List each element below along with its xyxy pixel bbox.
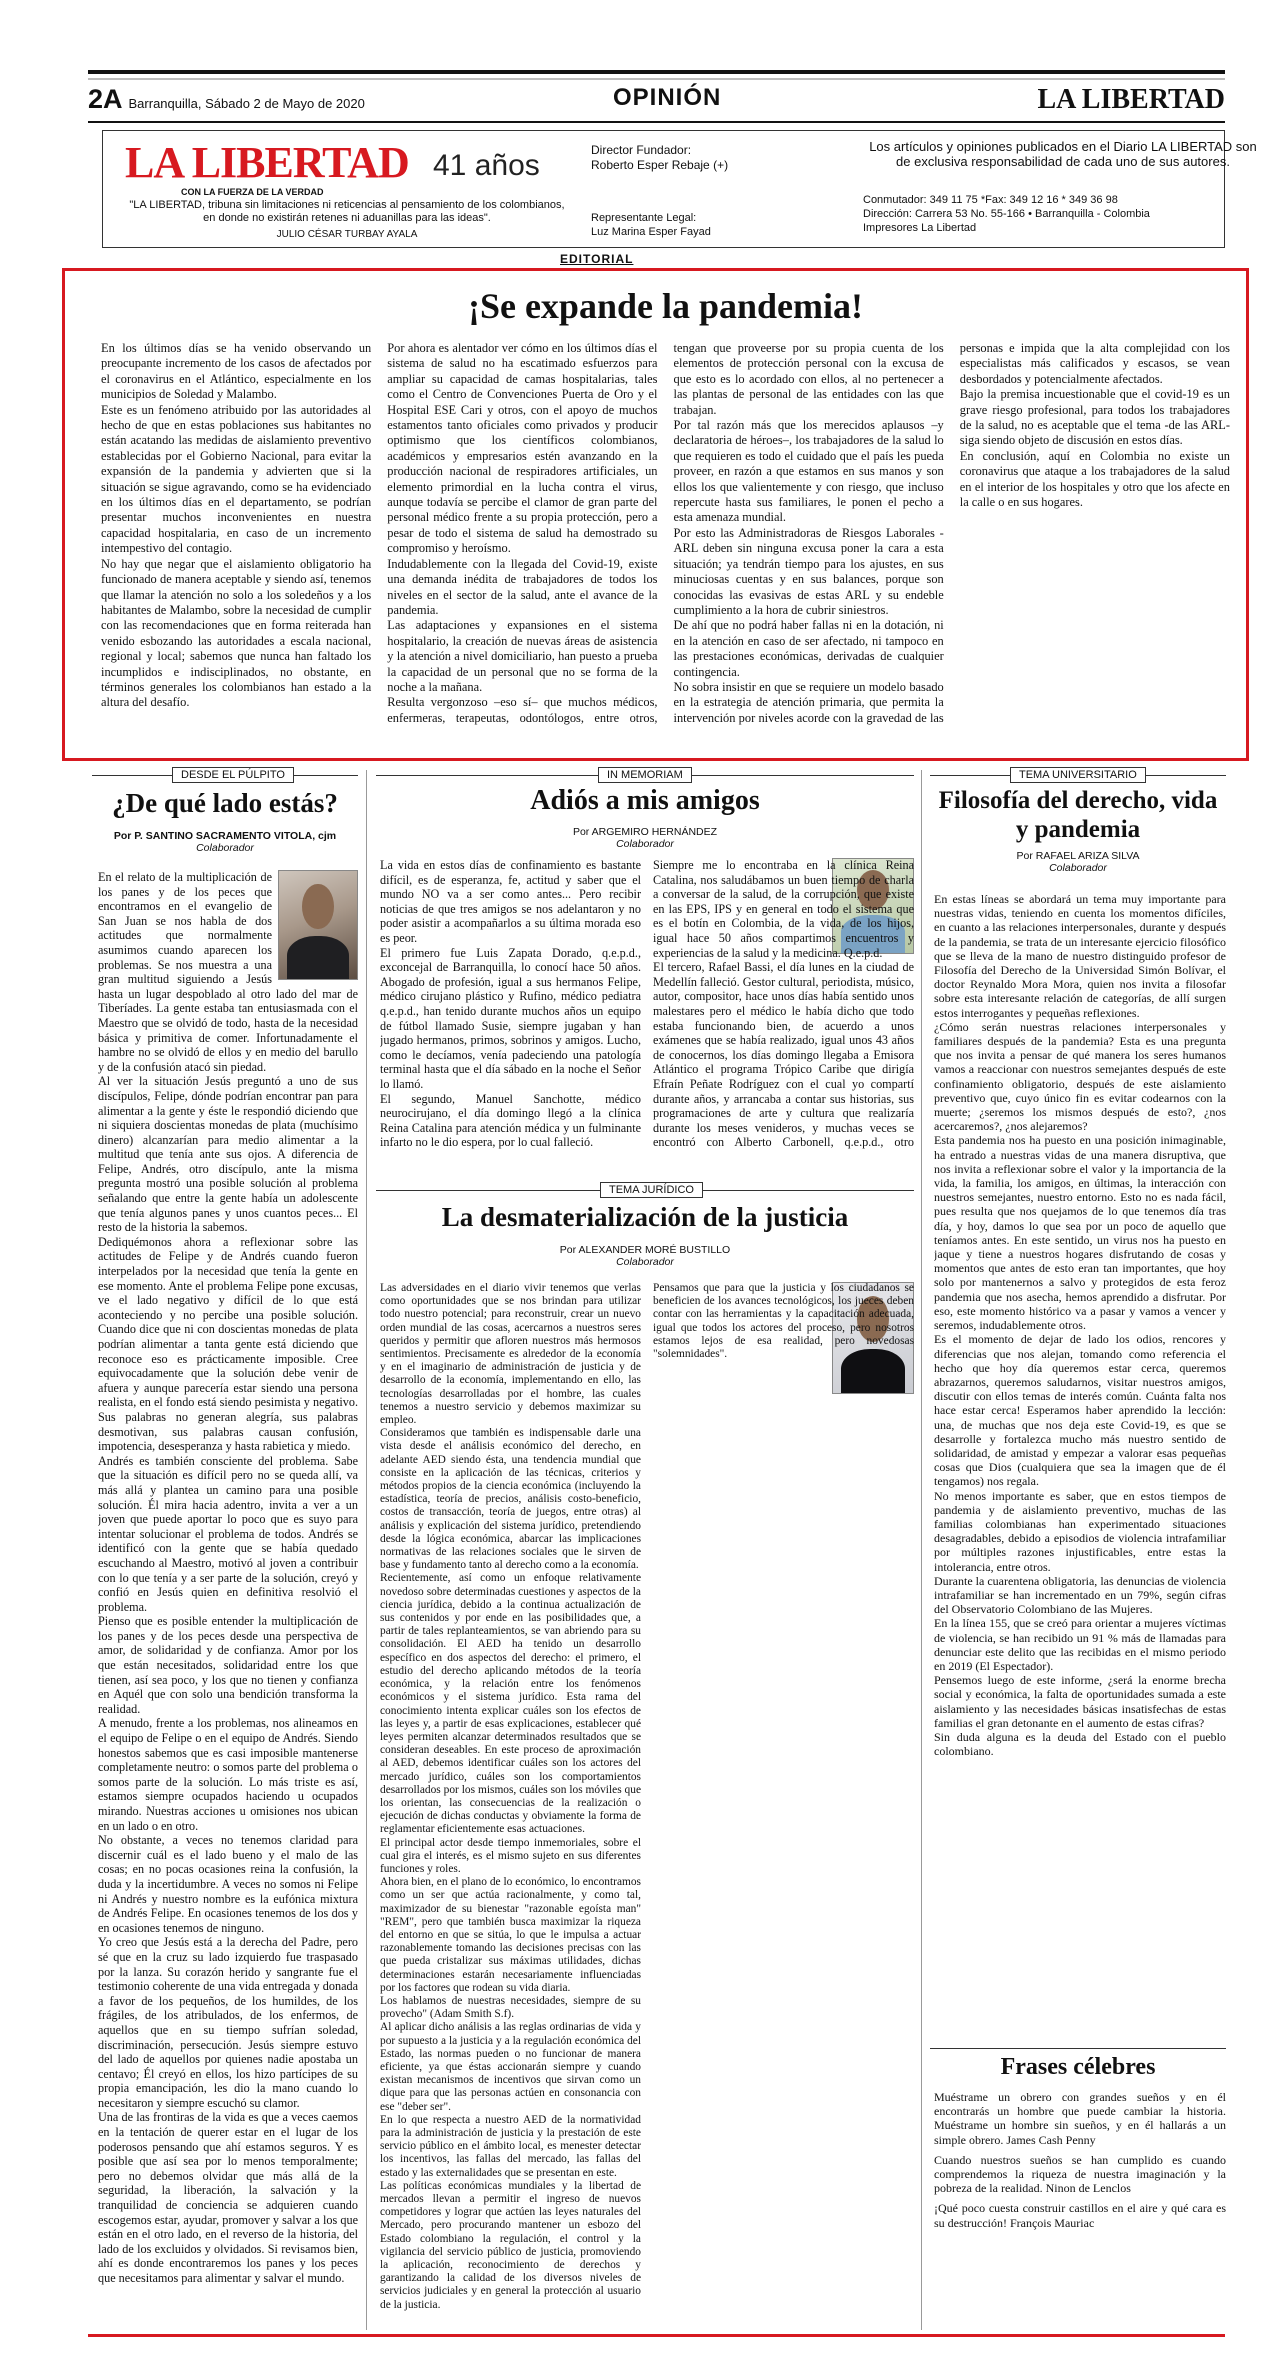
juridico-paragraph: En lo que respecta a nuestro AED de la normatividad para la administración de justicia y la prestación de este servicio público en el ámbito local, es menester detectar los incentivos, las fallas del mercado, las fallas del estado y las externalidades que se presentan en este.	[380, 2113, 641, 2179]
editorial-paragraph: Resulta vergonzoso –eso sí– que muchos médicos, enfermeras, terapeutas, odontólogos, entre otros, tengan que proveerse por su propia cuenta de los elementos de protección personal con la excusa de que esto es lo acordado con ellos, al no pertenecer a las plantas de personal de las entidades con las que trabajan.	[387, 341, 944, 725]
universitario-paragraph: No menos importante es saber, que en estos tiempos de pandemia y de aislamiento preventivo, muchas de las familias colombianas han experimentado situaciones desagradables, debido a episodios de violencia intrafamiliar por múltiples razones injustificables, entre estas la intolerancia, entre otros.	[934, 1488, 1226, 1574]
universitario-paragraph: Durante la cuarentena obligatoria, las denuncias de violencia intrafamiliar se han incrementado en un 79%, según cifras del Observatorio Colombiano de las Mujeres.	[934, 1573, 1226, 1617]
memoriam-tag: IN MEMORIAM	[598, 767, 692, 783]
universitario-paragraph: Sin duda alguna es la deuda del Estado con el pueblo colombiano.	[934, 1729, 1226, 1759]
juridico-paragraph: Consideramos que también es indispensable darle una vista desde el análisis económico del derecho, en adelante AED siendo ésta, una tendencia mundial que consiste en la aplicación de las técnicas, criterios y métodos propios de la ciencia económica (incluyendo la estadística, teoría de precios, análisis costo-beneficio, costos de transacción, teoría de juegos, entre otras) al análisis y explicación del sistema jurídico, pretendiendo desde la lógica económica, abarcar las implicaciones normativas de las relaciones sociales que le sirven de base y fundamento tanto al derecho como a la economía.	[380, 1427, 641, 1572]
juridico-paragraph: Pensamos que para que la justicia y los ciudadanos se beneficien de los avances tecnológicos, los jueces deben contar con las herramientas y la capacitación adecuada, igual que todos los actores del proceso, pero nosotros estamos lejos de esa realidad, pero novedosas "solemnidades".	[653, 1282, 914, 1361]
director-label: Director Fundador:	[591, 143, 692, 157]
juridico-byline	[376, 1244, 914, 1268]
pulpito-tag: DESDE EL PÚLPITO	[172, 767, 294, 783]
masthead	[102, 130, 1257, 248]
section-name: OPINIÓN	[613, 84, 722, 111]
top-rule	[88, 70, 1225, 74]
editorial-title: ¡Se expande la pandemia!	[467, 286, 864, 326]
frase-item: Muéstrame un obrero con grandes sueños y en él encontrarás un hombre que puede cambiar la historia. Muéstrame un hombre sin sueños, y en él hallarás a un simple obrero. James Cash Penny	[934, 2090, 1226, 2147]
frases-rule	[930, 2048, 1226, 2049]
folio-date: Barranquilla, Sábado 2 de Mayo de 2020	[128, 96, 365, 111]
frase-item: ¡Qué poco cuesta construir castillos en el aire y qué cara es su destrucción! François Mauriac	[934, 2201, 1226, 2230]
memoriam-author: Por ARGEMIRO HERNÁNDEZ	[572, 826, 718, 838]
editorial-paragraph: En conclusión, aquí en Colombia no existe un coronavirus que ataque a los trabajadores de la salud en el interior de los hospitales y otro que los afecte en la calle o en sus hogares.	[959, 448, 1230, 510]
paper-name: LA LIBERTAD	[1037, 84, 1225, 115]
masthead-tagline: CON LA FUERZA DE LA VERDAD	[181, 187, 324, 197]
memoriam-paragraph: El tercero, Rafael Bassi, el día lunes en la ciudad de Medellín falleció. Gestor cultural, periodista, músico, autor, compositor, hace unos días había sentido unos malestares pero el médico le había dicho que todo estaba funcionando bien, de acuerdo a unos exámenes que se había realizado, igual unos 43 años de conocernos, los días domingo llegaba a Emisora Atlántico el programa Trópico Caribe que dirigía Efraín Peñate Rodríguez con el cual yo compartí durante años, y arrancaba a contar sus historias, sus programaciones de arte y cultura que realizaría durante los meses venideros, y muchas veces se encontró con Alberto Carbonell, q.e.p.d., otro	[653, 960, 914, 1150]
phones: Conmutador: 349 11 75 *Fax: 349 12 16 * 349 36 98	[863, 194, 1118, 206]
universitario-byline	[930, 850, 1226, 874]
responsibility-notice: Los artículos y opiniones publicados en el Diario LA LIBERTAD son de exclusiva responsabilidad de cada uno de sus autores.	[869, 139, 1257, 169]
juridico-paragraph: Al aplicar dicho análisis a las reglas ordinarias de vida y por supuesto a la justicia y a la regulación económica del Estado, las normas pueden o no funcionar de manera eficiente, ya que éstas accionarán siempre y cuando existan mecanismos de incentivos que sirvan como un dique para que las personas actúen en consonancia con ese "deber ser".	[380, 2021, 641, 2113]
column-divider	[366, 770, 367, 2330]
pulpito-body	[98, 870, 358, 2330]
anniversary-years: 41 años	[433, 149, 540, 182]
bottom-rule	[88, 2334, 1225, 2337]
universitario-role: Colaborador	[1049, 862, 1107, 874]
universitario-tag: TEMA UNIVERSITARIO	[1010, 767, 1146, 783]
editorial-paragraph: No sobra insistir en que se requiere un modelo basado en la estrategia de atención primaria, que permita la intervención por niveles acorde con la gravedad de las personas e impida que la alta complejidad con los especialistas más calificados y escasos, se vean desbordados y potencialmente afectados.	[673, 341, 1230, 725]
universitario-paragraph: ¿Cómo serán nuestras relaciones interpersonales y familiares después de la pandemia? Esta es una pregunta que nos invita a pensar de qué manera los seres humanos vamos a reaccionar con nuestros semejantes después de este confinamiento obligatorio, después de este aislamiento preventivo que, cuyo único fin es evitar codearnos con la muerte; ¿seremos los mismos después de esto?, ¿nos acercaremos?, ¿nos alejaremos?	[934, 1019, 1226, 1134]
juridico-paragraph: Ahora bien, en el plano de lo económico, lo encontramos como un ser que actúa racionalmente, y como tal, maximizador de su bienestar "razonable egoísta man" "REM", pero que también busca maximizar la riqueza del entorno en que se sitúa, lo que le impulsa a actuar razonablemente tomando las decisiones precisas con las que pueda cristalizar sus máximas utilidades, dichas determinaciones estarán necesariamente influenciadas por los factores que rodean su vida diaria.	[380, 1876, 641, 1994]
universitario-author: Por RAFAEL ARIZA SILVA	[1016, 850, 1140, 862]
pulpito-byline	[92, 830, 358, 854]
juridico-paragraph: Las adversidades en el diario vivir tenemos que verlas como oportunidades que se nos brindan para utilizar todo nuestro potencial; para reconstruir, crear un nuevo orden mundial de las cosas, acercarnos a nuestros seres queridos y permitir que afloren nuestros más hermosos sentimientos. Precisamente es alrededor de la economía y en el imaginario de administración de justicia y de desarrollo de la economía, implementando en ello, las tecnologías desarrolladas por el hombre, las cuales tenemos a nuestro servicio y debemos maximizar su empleo.	[380, 1282, 641, 1427]
universitario-paragraph: Pensemos luego de este informe, ¿será la enorme brecha social y económica, la falta de oportunidades sumada a este aislamiento y las necesidades básicas insatisfechas de estas familias el gran detonante en el aumento de estas cifras?	[934, 1673, 1226, 1730]
universitario-paragraph: Es el momento de dejar de lado los odios, rencores y diferencias que nos alejan, tomando como referencia el hecho que hoy día queremos estar cerca, queremos abrazarnos, queremos saludarnos, visitar nuestros amigos, discutir con ellos temas de interés común. Cuánta falta nos hace estar cerca! Esperamos haber aprendido la lección: una, de muchas que nos deja este Covid-19, es que se desarrolle y fortalezca mucho más nuestro sentido de solidaridad, de amistad y empezar a valorar esas pequeñas cosas que Dios (cualquiera que sea la imagen que de él tengamos) nos regala.	[934, 1332, 1226, 1489]
printer: Impresores La Libertad	[863, 222, 977, 234]
juridico-role: Colaborador	[616, 1256, 674, 1268]
pulpito-author: Por P. SANTINO SACRAMENTO VITOLA, cjm	[113, 830, 337, 842]
juridico-paragraph: El principal actor desde tiempo inmemoriales, sobre el cual gira el interés, es el mismo sujeto en sus diferentes funciones y roles.	[380, 1836, 641, 1875]
juridico-title: La desmaterialización de la justicia	[441, 1202, 849, 1232]
masthead-quote-author: JULIO CÉSAR TURBAY AYALA	[276, 229, 418, 240]
universitario-body	[934, 892, 1226, 2042]
pulpito-paragraph: En el relato de la multiplicación de los panes y de los peces que encontramos en el evangelio de San Juan se nos habla de dos actitudes que normalmente asumimos cuando aparecen los problemas. Se nos muestra a una gran multitud siguiendo a Jesús hasta un lugar despoblado al otro lado del mar de Tiberíades. La gente estaba tan entusiasmada con el Maestro que se olvidó de todo, hasta de la necesidad básica y primitiva de comer. Infortunadamente el hambre no se olvidó de ellos y en medio del barullo y de la confusión atacó sin piedad.	[98, 870, 358, 1074]
editorial-label: EDITORIAL	[560, 252, 634, 266]
pulpito-paragraph: Yo creo que Jesús está a la derecha del Padre, pero sé que en la cruz su lado izquierdo fue traspasado por la lanza. Su corazón herido y sangrante fue el testimonio coherente de una vida entregada y donada a favor de los pequeños, de los humildes, de los frágiles, de los atribulados, de los enfermos, de aquellos que en su tiempo sufrían soledad, discriminación, persecución. Jesús siempre estuvo del lado de aquellos por quienes nadie apostaba un centavo; Él creyó en ellos, los hizo partícipes de su propia emancipación, les dio la mano cuando lo necesitaron y siempre escuchó su clamor.	[98, 1935, 358, 2110]
contact-block	[863, 193, 1263, 235]
pulpito-paragraph: Dediquémonos ahora a reflexionar sobre las actitudes de Felipe y de Andrés cuando fueron interpelados por la necesidad que tenía la gente en ese momento. Ante el problema Felipe pone excusas, ve el lado negativo y difícil de lo que está aconteciendo y no percibe una posible solución. Cuando dice que ni con doscientas monedas de plata podrían alimentar a tanta gente está diciendo que reconoce eso es prácticamente imposible. Cree equivocadamente que la solución debe venir de afuera y aunque parecería estar siendo una persona realista, en el fondo está siendo pesimista y negativo. Sus palabras no generan alegría, sus palabras desmotivan, sus palabras causan confusión, impotencia, desesperanza y hasta rabietica y miedo.	[98, 1234, 358, 1454]
legal-rep-block	[591, 211, 711, 239]
universitario-paragraph: En estas líneas se abordará un tema muy importante para nuestras vidas, teniendo en cuenta los momentos difíciles, en cuanto a las relaciones interpersonales, durante y después de la pandemia, se trata de un interesante ejercicio filosófico que se lleva de la mano de nuestro distinguido profesor de Filosofía del Derecho de la Universidad Simón Bolívar, el doctor Reynaldo Mora Mora, quien nos invita a filosofar sobre esta interesante relación de categorías, de allí surgen estos interrogantes y pequeñas reflexiones.	[934, 892, 1226, 1020]
frases-body	[934, 2090, 1226, 2330]
frases-title: Frases célebres	[1000, 2054, 1156, 2080]
universitario-paragraph: Esta pandemia nos ha puesto en una posición inimaginable, ha entrado a nuestras vidas de una manera disruptiva, que nos invita a reflexionar sobre el valor y la importancia de la vida, la familia, los amigos, en últimas, la interacción con nuestros semejantes, nuestro entorno. Esto no es nada fácil, pues resulta que nos quejamos de lo que tenemos día tras día, y hoy, damos lo que sea por un poco de aquello que teníamos antes. En este sentido, un virus nos ha puesto en jaque y tiene a nuestros hogares disfrutando de cosas y momentos que antes de esto eran tan importantes, que hoy solo por mantenernos a salvo y protegidos de esta feroz pandemia que nos asecha, hemos aprendido a disfrutar. Por eso, este momento histórico va a pasar y vamos a vencer y seremos, indudablemente otros.	[934, 1133, 1226, 1333]
editorial-paragraph: En los últimos días se ha venido observando un preocupante incremento de los casos de afectados por el coronavirus en el Atlántico, especialmente en los municipios de Soledad y Malambo.	[101, 341, 372, 402]
address: Dirección: Carrera 53 No. 55-166 • Barranquilla - Colombia	[863, 208, 1150, 220]
juridico-body	[380, 1282, 914, 2327]
pulpito-paragraph: A menudo, frente a los problemas, nos alineamos en el equipo de Felipe o en el equipo de Andrés. Siendo honestos sabemos que es casi imposible mantenerse completamente neutro: o somos parte del problema o somos parte de la solución. Lo más triste es así, estamos siempre ocupados haciendo u ocupados mirando. Nuestras acciones u omisiones nos ubican en un lado o en otro.	[98, 1716, 358, 1833]
folio-rule	[88, 121, 1225, 123]
pulpito-paragraph: Pienso que es posible entender la multiplicación de los panes y de los peces desde una perspectiva de amor, de solidaridad y de confianza. Amor por los que están necesitados, solidaridad entre los que tienen, así sea poco, y los que no tienen y confianza en Aquél que con solo una bendición transforma la realidad.	[98, 1614, 358, 1716]
column-divider	[921, 770, 922, 2330]
pulpito-role: Colaborador	[196, 842, 254, 854]
director-block	[591, 143, 728, 173]
pulpito-paragraph: Andrés es también consciente del problema. Sabe que la situación es difícil pero no se queda allí, va más allá y plantea un camino para una posible solución. Él mira hacia adentro, invita a ver a un joven que puede aportar lo poco que es suyo para intentar solucionar el problema de todos. Andrés se identificó con la gente que se había quedado escuchando al Maestro, motivó al joven a contribuir con lo que tenía y a ser parte de la solución, creyó y confió en Jesús quien en definitiva resolvió el problema.	[98, 1453, 358, 1614]
memoriam-paragraph: Siempre me lo encontraba en la clínica Reina Catalina, nos saludábamos un buen tiempo de charla a conversar de la salud, de la corrupción, que existe en las EPS, IPS y en general en todo el sistema que es el botín en Colombia, de la vida, de los hijos, igual hace 50 años compartimos encuentros y experiencias de la salud y la medicina. Q.e.p.d.	[653, 858, 914, 960]
juridico-author: Por ALEXANDER MORÉ BUSTILLO	[559, 1244, 731, 1256]
memoriam-title: Adiós a mis amigos	[530, 785, 760, 816]
pulpito-title: ¿De qué lado estás?	[112, 788, 338, 818]
juridico-paragraph: Los hablamos de nuestras necesidades, siempre de su provecho" (Adam Smith S.f).	[380, 1994, 641, 2021]
universitario-title: Filosofía del derecho, vida y pandemia	[938, 787, 1218, 843]
pulpito-paragraph: No obstante, a veces no tenemos claridad para discernir cuál es el lado bueno y el malo de las cosas; en no pocas ocasiones reina la confusión, la duda y la incertidumbre. A veces no somos ni Felipe ni Andrés y nuestro nombre es la eufónica mixtura de Andrés Felipe. En ocasiones tenemos de los dos y en ocasiones tenemos de ninguno.	[98, 1833, 358, 1935]
juridico-paragraph: Recientemente, así como un enfoque relativamente novedoso sobre determinadas cuestiones y aspectos de la ciencia jurídica, debido a la continua actualización de sus contenidos y por ende en las posibilidades que, a partir de tales replanteamientos, se van abriendo para su consolidación. El AED ha tenido un desarrollo específico en dos aspectos del derecho: el primero, el estudio del derecho aplicando métodos de la teoría económica, y la relación entre los fenómenos económicos y el sistema jurídico. Esta rama del conocimiento intenta explicar cuáles son los efectos de las leyes y, a partir de esas explicaciones, establecer qué leyes permiten alcanzar determinados resultados que se consideran deseables. En este proceso de aproximación al AED, debemos identificar cuáles son los actores del mercado jurídico, cuáles son los comportamientos desarrollados por los mismos, cuáles son los móviles que los orientan, las consecuencias de la realización o ejecución de dichas conductas y obviamente la forma de reglamentar eficientemente esas actuaciones.	[380, 1572, 641, 1836]
page-number: 2A	[88, 84, 123, 114]
universitario-paragraph: En la línea 155, que se creó para orientar a mujeres víctimas de violencia, se han recibido un 91 % más de llamadas para denunciar este delito que las recibidas en el mismo periodo en 2019 (El Espectador).	[934, 1616, 1226, 1673]
pulpito-paragraph: Una de las frontiras de la vida es que a veces caemos en la tentación de querer estar en el lugar de los poderosos pensando que ahí estamos seguros. Y es posible que así sea por lo menos temporalmente; pero no debemos olvidar que más allá de la seguridad, la liberación, la salvación y la tranquilidad de conciencia se adquieren cuando escogemos estar, ayudar, promover y salvar a los que están en el otro lado, en el reverso de la historia, del lado de los excluidos y olvidados. Si revisamos bien, ahí es donde encontraremos los panes y los peces que necesitamos para alimentar y salvar el mundo.	[98, 2110, 358, 2285]
masthead-quote: "LA LIBERTAD, tribuna sin limitaciones ni reticencias al pensamiento de los colombianos, en donde no existirán retenes ni aduanillas para las ideas".	[129, 199, 565, 224]
memoriam-role: Colaborador	[616, 838, 674, 850]
editorial-paragraph: Las adaptaciones y expansiones en el sistema hospitalario, la creación de nuevas áreas de asistencia y la atención a nivel domiciliario, han puesto a prueba la capacidad de un personal que no se forma de la noche a la mañana.	[387, 618, 658, 694]
top-rule-secondary	[88, 78, 1225, 80]
editorial-box	[62, 268, 1249, 761]
legal-rep-label: Representante Legal:	[591, 212, 697, 224]
frase-item: Cuando nuestros sueños se han cumplido es cuando comprendemos la riqueza de nuestra imaginación y la pobreza de la realidad. Ninon de Lenclos	[934, 2152, 1226, 2196]
folio-line	[88, 84, 1225, 118]
editorial-paragraph: Este es un fenómeno atribuido por las autoridades al hecho de que en estas poblaciones sus habitantes no están acatando las medidas de aislamiento preventivo establecidas por el Gobierno Nacional, para evitar la expansión de la pandemia y advierten que si la situación se sigue agravando, como se ha evidenciado en los últimos días en el departamento, se podrían presentar muchos inconvenientes en nuestra capacidad hospitalaria, en caso de un incremento intempestivo del contagio.	[101, 402, 372, 556]
editorial-paragraph: No hay que negar que el aislamiento obligatorio ha funcionado de manera aceptable y siendo así, tenemos que llamar la atención no solo a los soledeños y a los habitantes de Malambo, sobre la necesidad de cumplir con las recomendaciones que en forma reiterada han venido esbozando las autoridades a escala nacional, regional y local; sabemos que nunca han faltado los incumplidos e indisciplinados, no obstante, en términos generales los colombianos han estado a la altura del desafío.	[101, 556, 372, 710]
memoriam-body	[380, 858, 914, 1178]
editorial-paragraph: Por esto las Administradoras de Riesgos Laborales - ARL deben sin ninguna excusa poner la cara a esta situación; ya tendrán tiempo para los ajustes, en sus minuciosas cuentas y en sus balances, porque son conocidas las evasivas de estas ARL y su endeble cumplimiento a la hora de cubrir siniestros.	[673, 525, 944, 617]
juridico-paragraph: Las políticas económicas mundiales y la libertad de mercados llevan a permitir el ingreso de nuevos competidores y lograr que actúen las leyes naturales del Mercado, pero procurando mantener un esbozo del Estado colombiano la regulación, el control y la vigilancia del servicio público de justicia, promoviendo la aplicación, reconocimiento de derechos y garantizando la calidad de los diversos niveles de servicios judiciales y en general la protección al usuario de la justicia.	[380, 2179, 641, 2311]
legal-rep-name: Luz Marina Esper Fayad	[591, 226, 711, 238]
juridico-tag: TEMA JURÍDICO	[600, 1182, 703, 1198]
masthead-logo: LA LIBERTAD	[125, 138, 409, 187]
editorial-paragraph: Por tal razón más que los merecidos aplausos –y declaratoria de héroes–, los trabajadores de la salud lo que requieren es todo el cuidado que el país les pueda proveer, en razón a que estamos en sus manos y son ellos los que valientemente y con riesgo, que incluso repercute hasta sus familiares, le ponen el pecho a esta amenaza mundial.	[673, 418, 944, 525]
memoriam-paragraph: El segundo, Manuel Sanchotte, médico neurocirujano, el día domingo llegó a la clínica Reina Catalina para atención médica y un fulminante infarto no le dio espera, por lo cual falleció.	[380, 1091, 641, 1150]
editorial-paragraph: Por ahora es alentador ver cómo en los últimos días el sistema de salud no ha escatimado esfuerzos para ampliar su capacidad de camas hospitalarias, tales como el Centro de Convenciones Puerta de Oro y el Hospital ESE Cari y otros, con el apoyo de muchos estamentos tanto oficiales como privados y producir optimismo que los científicos colombianos, académicos y empresarios estén avanzando en la producción nacional de respiradores artificiales, un elemento primordial en la lucha contra el virus, aunque todavía se percibe el clamor de gran parte del personal médico frente a su propia protección, pero a pesar de todo el sistema de salud ha demostrado su compromiso y heroísmo.	[387, 341, 658, 556]
editorial-paragraph: Bajo la premisa incuestionable que el covid-19 es un grave riesgo profesional, para todos los trabajadores de la salud, no es aceptable que el tema -de las ARL- siga siendo objeto de discusión en estos días.	[959, 387, 1230, 448]
memoriam-paragraph: El primero fue Luis Zapata Dorado, q.e.p.d., exconcejal de Barranquilla, lo conocí hace 50 años. Abogado de profesión, igual a sus hermanos Felipe, médico cirujano plástico y Rufino, médico pediatra q.e.p.d., han tenido durante muchos años un equipo de fútbol llamado Susie, siempre jugaban y han jugado hermanos, primos, sobrinos y amigos. Lucho, como le decíamos, venía padeciendo una patología terminal hasta que el día sábado en la noche el Señor lo llamó.	[380, 945, 641, 1091]
pulpito-paragraph: Al ver la situación Jesús preguntó a uno de sus discípulos, Felipe, dónde podrían encontrar pan para alimentar a la gente y éste le respondió diciendo que ni siquiera doscientas monedas de plata (muchísimo dinero) alcanzarían para medio alimentar a la multitud que tenía ante sus ojos. A diferencia de Felipe, Andrés, otro discípulo, ante la misma pregunta mostró una posible solución al problema señalando que entre la gente había un adolescente que tenía algunos panes y unos cuantos peces... El resto de la historia la sabemos.	[98, 1074, 358, 1235]
director-name: Roberto Esper Rebaje (+)	[591, 158, 729, 172]
memoriam-paragraph: La vida en estos días de confinamiento es bastante difícil, es de esperanza, fe, actitud y saber que el mundo NO va a ser como antes... Pero recibir noticias de que tres amigos se nos adelantaron y no poder asistir a acompañarlos a su última morada eso es peor.	[380, 858, 641, 945]
editorial-paragraph: Indudablemente con la llegada del Covid-19, existe una demanda inédita de trabajadores de todos los niveles en el sector de la salud, ante el avance de la pandemia.	[387, 556, 658, 617]
editorial-paragraph: De ahí que no podrá haber fallas ni en la dotación, ni en la atención en caso de ser afectado, ni tampoco en las prestaciones económicas, derivadas de cualquier contingencia.	[673, 618, 944, 679]
memoriam-byline	[376, 826, 914, 850]
editorial-body	[101, 341, 1230, 741]
